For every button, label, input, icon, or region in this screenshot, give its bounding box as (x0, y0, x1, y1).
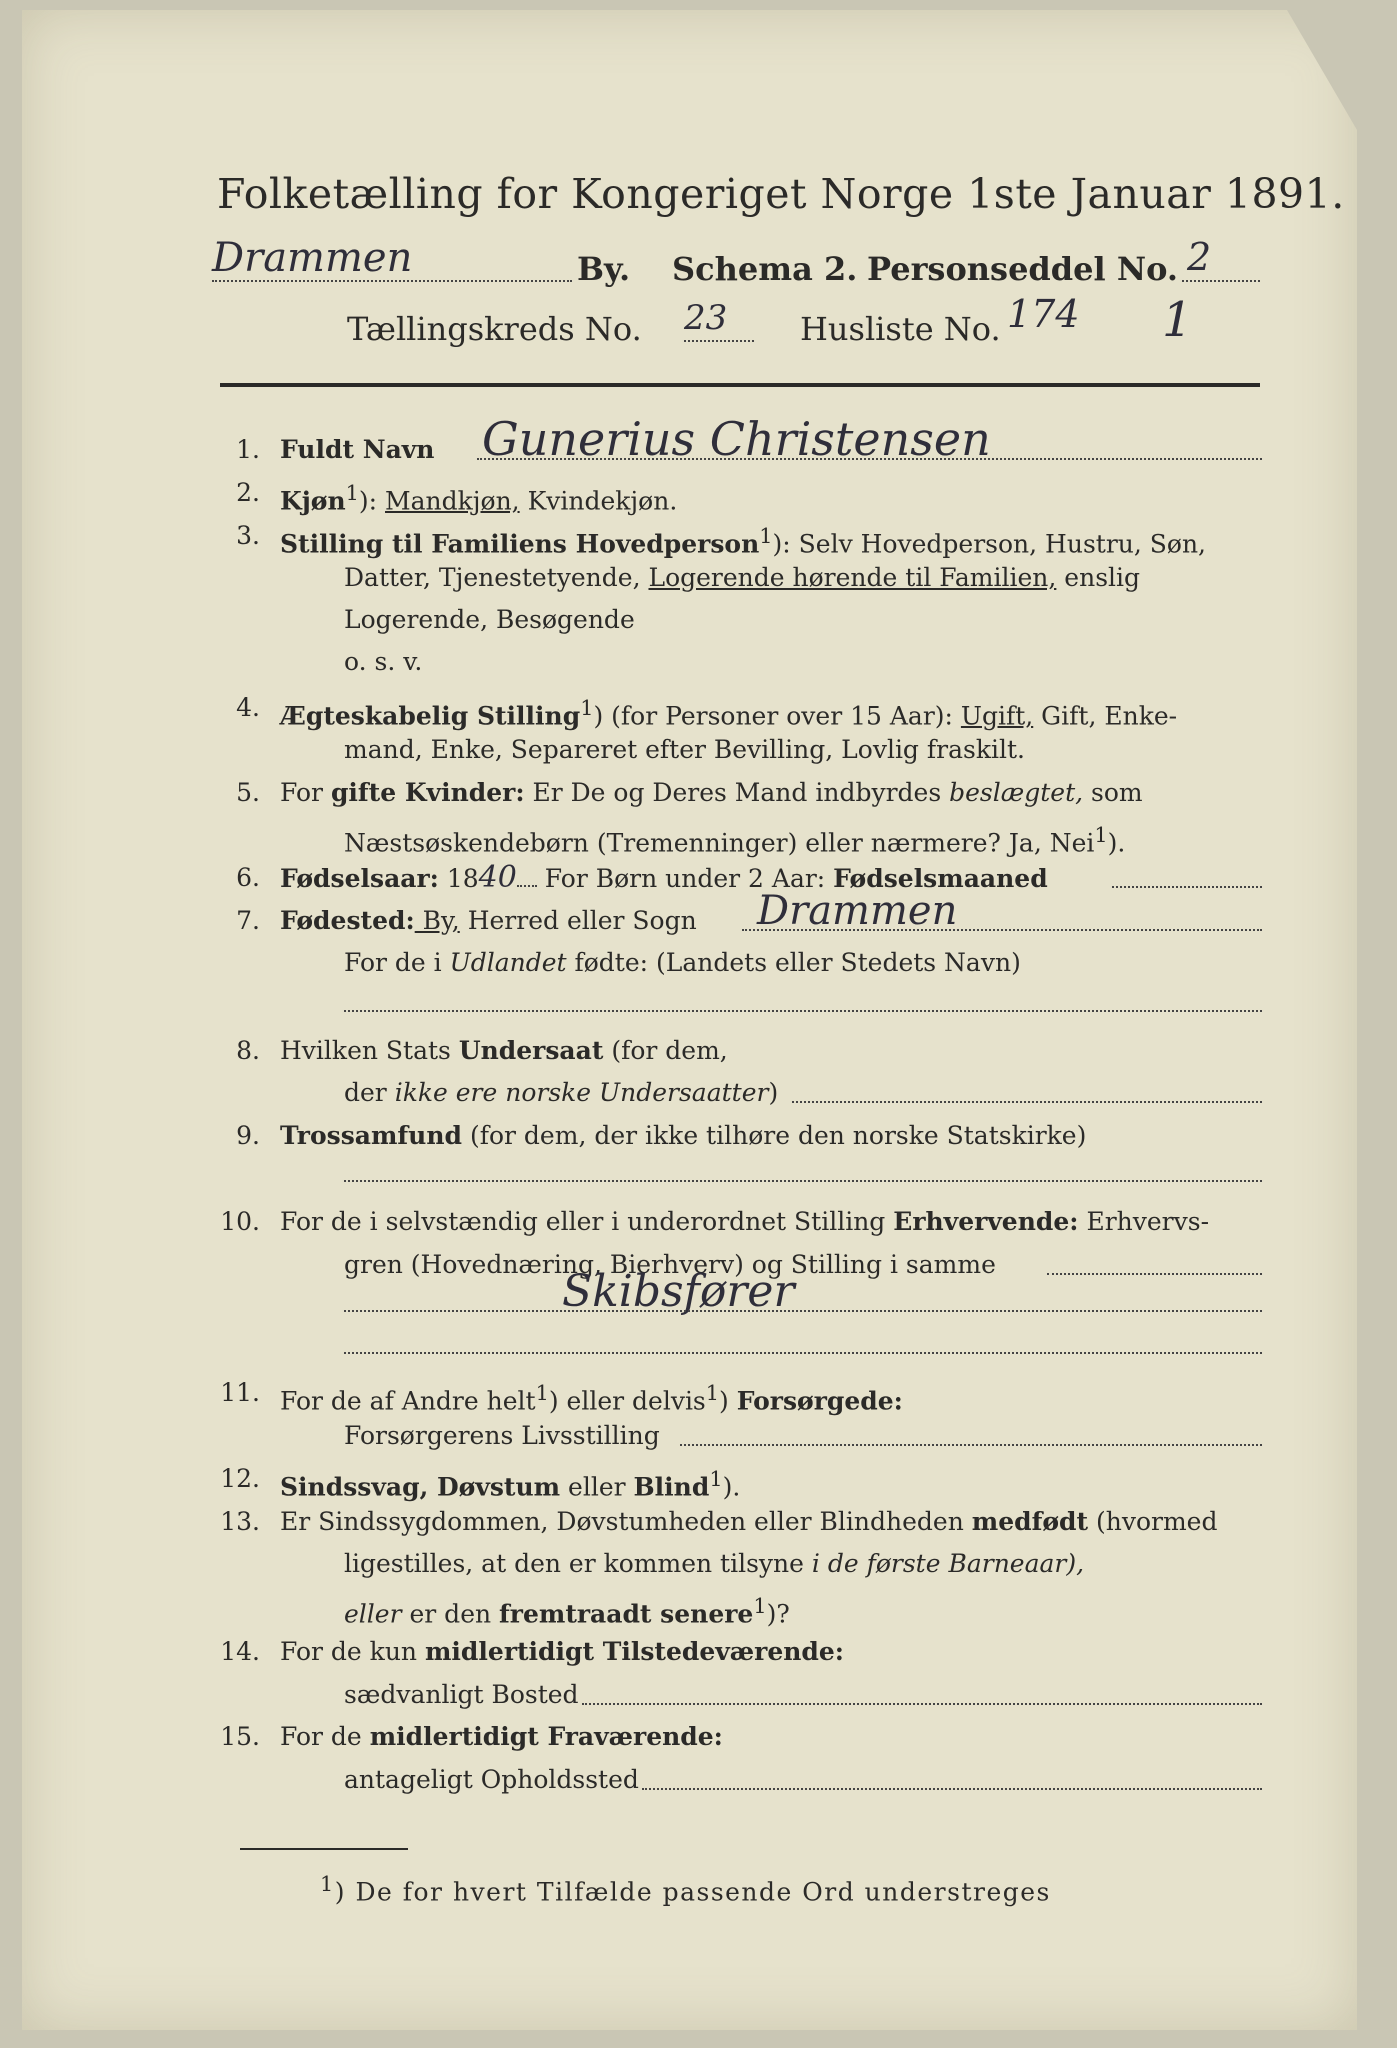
footnote (320, 1872, 1051, 1906)
q9-b: (for dem, der ikke tilhøre den norske Statskirke) (462, 1121, 1087, 1150)
q13-a: Er Sindssygdommen, Døvstumheden eller Blindheden (280, 1507, 972, 1536)
handwritten-mark: 1 (1162, 292, 1193, 348)
q3-l2c: enslig (1056, 563, 1141, 592)
q8-a: Hvilken Stats (280, 1036, 459, 1065)
husliste-label: Husliste No. (800, 310, 1001, 348)
q10-a: For de i selvstændig eller i underordnet Stilling (280, 1207, 894, 1236)
personseddel-dotted-line (1182, 280, 1260, 282)
q13-l3b: er den (401, 1599, 500, 1629)
q15-line1 (280, 1722, 723, 1752)
q3-line4: o. s. v. (344, 647, 423, 676)
footnote-rule (240, 1848, 408, 1850)
form-title: Folketælling for Kongeriget Norge 1ste Januar 1891. (217, 170, 1345, 218)
q1-dotted-line (477, 458, 1262, 460)
q10-dotted-line-b (344, 1310, 1262, 1312)
q8-line1 (280, 1036, 728, 1066)
schema-label: Schema 2. (672, 250, 858, 288)
q7-l2c: fødte: (Landets eller Stedets Navn) (566, 948, 1021, 977)
q11-b: ) eller delvis (548, 1386, 706, 1416)
q1-label (280, 435, 434, 465)
q14-line2: sædvanligt Bosted (344, 1680, 579, 1709)
q13-l2b: i de første Barneaar), (811, 1549, 1085, 1578)
q6-prefix: 18 (438, 864, 479, 893)
q7-label: Fødested: (280, 906, 415, 935)
folded-corner (1287, 10, 1357, 130)
q10-dotted-line-c (344, 1352, 1262, 1354)
q8-l2c: ) (768, 1078, 779, 1107)
item-number-12: 12. (220, 1464, 260, 1493)
q4-l1b: Ugift, (960, 701, 1034, 731)
city-handwritten: Drammen (212, 235, 413, 281)
tellingskreds-label: Tællingskreds No. (347, 310, 642, 348)
item-number-7: 7. (236, 906, 260, 935)
q7-l2a: For de i (344, 948, 450, 977)
q9-row (280, 1121, 1086, 1151)
q7-answer: Drammen (757, 888, 958, 934)
q5-e: som (1083, 778, 1143, 807)
q7-line2 (344, 948, 1021, 978)
q9-a: Trossamfund (280, 1121, 463, 1150)
q13-c: (hvormed (1088, 1507, 1218, 1536)
q8-dotted-line (792, 1101, 1262, 1103)
q6-mid: For Børn under 2 Aar: (536, 864, 834, 893)
tellingskreds-dotted-line (684, 340, 754, 342)
q15-b: midlertidigt Fraværende: (369, 1722, 723, 1751)
q4-l1c: Gift, Enke- (1033, 701, 1178, 731)
q13-l3c: fremtraadt senere (499, 1599, 754, 1629)
q1-label-text: Fuldt Navn (280, 435, 435, 464)
q13-l2a: ligestilles, at den er kommen tilsyne (344, 1549, 812, 1578)
personseddel-number: 2 (1187, 235, 1212, 279)
q6-label: Fødselsaar: (280, 864, 439, 893)
q8-l2a: der (344, 1078, 395, 1107)
q2-label: Kjøn (280, 486, 346, 516)
q14-b: midlertidigt Tilstedeværende: (424, 1637, 845, 1666)
q10-c: Erhvervs- (1078, 1207, 1210, 1236)
q7-b: Herred eller Sogn (459, 906, 697, 935)
q2-row (280, 478, 677, 516)
q7-dotted-line (742, 929, 1262, 931)
q13-line3: eller er den fremtraadt senere$^1$)? (344, 1594, 790, 1629)
q7-l2b: Udlandet (449, 948, 567, 977)
q10-b: Erhvervende: (893, 1207, 1079, 1236)
q10-line2: gren (Hovednæring, Bierhverv) og Stilling i samme (344, 1250, 996, 1279)
q14-line1 (280, 1637, 844, 1667)
q2-opt1: Mandkjøn, (385, 486, 520, 516)
q15-dotted-line (642, 1788, 1262, 1790)
item-number-2: 2. (236, 478, 260, 507)
q12-a: Sindssvag, Døvstum (280, 1472, 561, 1502)
q2-rest: ): (358, 486, 386, 516)
q15-line2: antageligt Opholdssted (344, 1765, 639, 1794)
q10-dotted-line-a (1047, 1273, 1262, 1275)
q4-line2: mand, Enke, Separeret efter Bevilling, Lovlig fraskilt. (344, 735, 1025, 764)
q7-a: By, (414, 906, 460, 935)
q1-answer: Gunerius Christensen (482, 412, 991, 466)
q6-b: Fødselsmaaned (833, 864, 1048, 893)
q11-d: Forsørgede: (736, 1386, 903, 1416)
q5-line2: Næstsøskendebørn (Tremenninger) eller nærmere? Ja, Nei$^1$). (344, 823, 1126, 858)
footnote-text: ) De for hvert Tilfælde passende Ord understreges (334, 1877, 1051, 1907)
item-number-15: 15. (220, 1722, 260, 1751)
item-number-9: 9. (236, 1121, 260, 1150)
header-rule (220, 383, 1260, 387)
q5-c: Er De og Deres Mand indbyrdes (524, 778, 950, 807)
q8-c: (for dem, (603, 1036, 728, 1065)
q4-l1a: ) (for Personer over 15 Aar): (593, 701, 961, 731)
q2-opt2: Kvindekjøn. (519, 486, 678, 516)
q13-b: medfødt (971, 1507, 1089, 1536)
husliste-number: 174 (1007, 292, 1080, 336)
tellingskreds-number: 23 (684, 298, 728, 338)
q15-a: For de (280, 1722, 370, 1751)
item-number-6: 6. (236, 863, 260, 892)
q10-answer: Skibsfører (562, 1266, 795, 1317)
q6-dotted-line (1112, 886, 1262, 888)
q5-line1 (280, 778, 1143, 808)
q11-dotted-line (680, 1444, 1262, 1446)
q13-line1 (280, 1507, 1217, 1537)
item-number-1: 1. (236, 435, 260, 464)
q5-a: For (280, 778, 331, 807)
q4-line1: Ægteskabelig Stilling$^1$) (for Personer over 15 Aar): Ugift, Gift, Enke- (280, 696, 1178, 731)
personseddel-label: Personseddel No. (867, 250, 1178, 288)
q3-l1: ): Selv Hovedperson, Hustru, Søn, (772, 529, 1207, 559)
q14-dotted-line (582, 1703, 1262, 1705)
q3-l2a: Datter, Tjenestetyende, (344, 563, 649, 592)
q9-dotted-line (344, 1180, 1262, 1182)
q13-line2 (344, 1549, 1084, 1579)
footnote-sup: 1 (320, 1872, 335, 1896)
census-form-page (22, 10, 1357, 2030)
q7-answer-line (344, 1010, 1262, 1012)
q11-line2: Forsørgerens Livsstilling (344, 1421, 660, 1450)
q11-c: ) (719, 1386, 737, 1416)
q2-sup: 1 (345, 481, 359, 505)
q11-a: For de af Andre helt (280, 1386, 536, 1416)
q6-year: 40 (478, 860, 517, 895)
q5-b: gifte Kvinder: (330, 778, 525, 807)
q8-l2b: ikke ere norske Undersaatter (394, 1078, 769, 1107)
q3-label: Stilling til Familiens Hovedperson (280, 529, 760, 559)
q3-line1: Stilling til Familiens Hovedperson$^1$): Selv Hovedperson, Hustru, Søn, (280, 524, 1207, 559)
q11-line1: For de af Andre helt$^1$) eller delvis$^1$) Forsørgede: (280, 1381, 903, 1416)
q5-l2: Næstsøskendebørn (Tremenninger) eller nærmere? Ja, Nei (344, 828, 1095, 858)
q13-l3d: )? (766, 1599, 790, 1629)
q12-b: eller (560, 1472, 634, 1502)
q3-l2b: Logerende hørende til Familien, (648, 563, 1057, 592)
q12-c: Blind (633, 1472, 710, 1502)
q4-label: Ægteskabelig Stilling (280, 701, 581, 731)
q5-d: beslægtet, (949, 778, 1084, 807)
item-number-13: 13. (220, 1507, 260, 1536)
item-number-5: 5. (236, 778, 260, 807)
item-number-4: 4. (236, 693, 260, 722)
item-number-11: 11. (220, 1378, 260, 1407)
q7-row (280, 906, 697, 936)
by-label: By. (577, 250, 631, 288)
q14-a: For de kun (280, 1637, 425, 1666)
q8-line2 (344, 1078, 778, 1108)
q8-b: Undersaat (458, 1036, 604, 1065)
q13-l3a: eller (344, 1599, 402, 1629)
item-number-10: 10. (220, 1207, 260, 1236)
q3-line3: Logerende, Besøgende (344, 605, 635, 634)
item-number-14: 14. (220, 1637, 260, 1666)
item-number-8: 8. (236, 1036, 260, 1065)
item-number-3: 3. (236, 521, 260, 550)
city-dotted-line (212, 280, 572, 282)
q12-row: Sindssvag, Døvstum eller Blind$^1$). (280, 1467, 741, 1502)
q10-line1 (280, 1207, 1209, 1237)
q3-line2 (344, 563, 1140, 593)
q12-d: ). (722, 1472, 741, 1502)
